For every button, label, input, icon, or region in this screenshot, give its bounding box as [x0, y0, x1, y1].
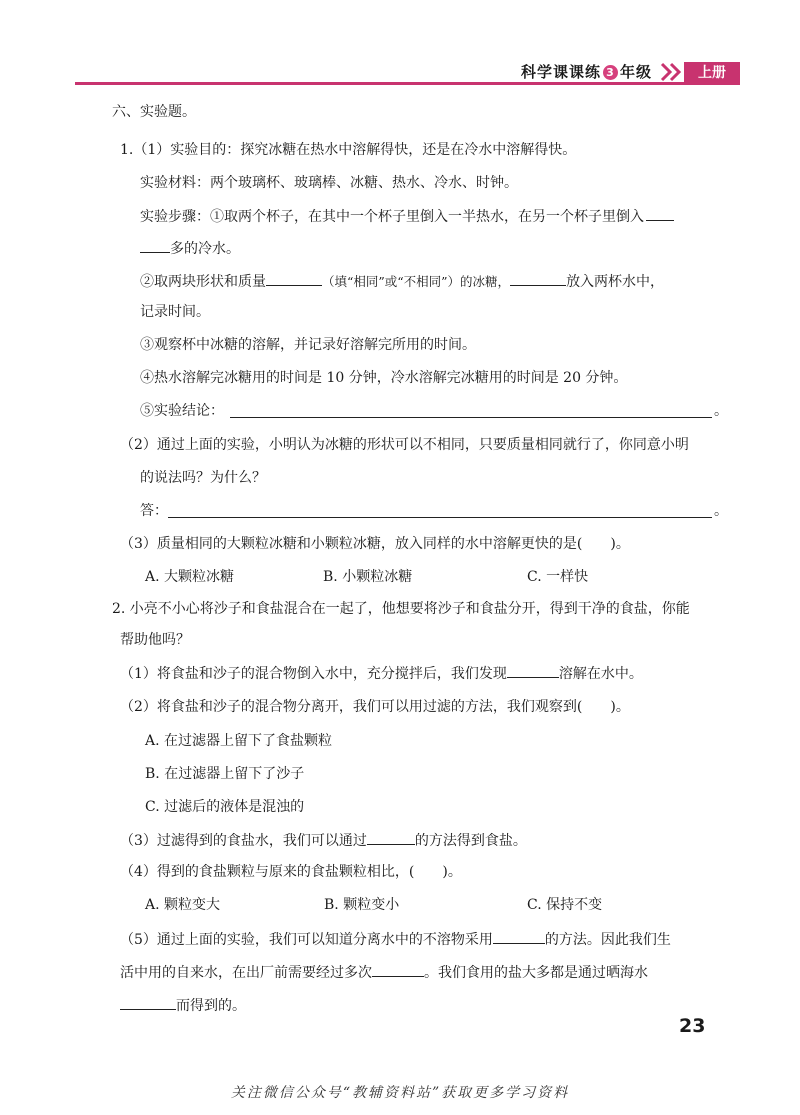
q1-part3: （3）质量相同的大颗粒冰糖和小颗粒冰糖，放入同样的水中溶解更快的是( )。 [120, 536, 630, 552]
volume-tab: 上册 [684, 62, 740, 85]
q2-option-a: A. 颗粒变大 [145, 897, 221, 913]
q1-step2-text: 放入两杯水中， [566, 274, 665, 290]
q2-part4: （4）得到的食盐颗粒与原来的食盐颗粒相比，( )。 [120, 864, 462, 880]
answer-blank[interactable] [507, 663, 559, 678]
q2-part3 [120, 830, 527, 851]
answer-blank[interactable] [493, 929, 545, 944]
q1-step3: ③观察杯中冰糖的溶解，并记录好溶解完所用的时间。 [140, 337, 476, 353]
q1-steps-line2 [140, 238, 240, 259]
section-title: 六、实验题。 [112, 104, 196, 120]
q2-option-c: C. 保持不变 [527, 897, 603, 913]
q2-intro-line2: 帮助他吗？ [120, 632, 190, 648]
header-title [515, 62, 658, 82]
answer-blank[interactable] [510, 271, 566, 286]
answer-blank[interactable] [140, 238, 170, 253]
q1-step5-label: ⑤实验结论： [140, 403, 224, 419]
q2-option-b: B. 颗粒变小 [324, 897, 400, 913]
q2-part1-text: 溶解在水中。 [558, 666, 643, 682]
q1-step5-end: 。 [714, 403, 728, 419]
grade-badge: 3 [603, 65, 618, 80]
q1-part2-line2: 的说法吗？为什么？ [140, 470, 266, 486]
answer-blank[interactable] [372, 962, 424, 977]
q1-step4: ④热水溶解完冰糖用的时间是 10 分钟，冷水溶解完冰糖用的时间是 20 分钟。 [140, 370, 628, 386]
q2-part5-text: 活中用的自来水，在出厂前需要经过多次 [120, 965, 372, 981]
page-number: 23 [679, 1015, 706, 1037]
q2-option-a: A. 在过滤器上留下了食盐颗粒 [145, 733, 333, 749]
q1-answer-end: 。 [714, 503, 728, 519]
answer-blank[interactable] [168, 516, 712, 518]
q1-part2-line1: （2）通过上面的实验，小明认为冰糖的形状可以不相同，只要质量相同就行了，你同意小明 [120, 437, 689, 453]
answer-blank[interactable] [646, 206, 674, 221]
header-rule [75, 82, 740, 85]
conclusion-blank[interactable] [230, 416, 712, 418]
q2-part3-text: （3）过滤得到的食盐水，我们可以通过 [120, 833, 367, 849]
q1-option-b: B. 小颗粒冰糖 [323, 569, 413, 585]
q1-answer-label: 答： [140, 503, 168, 519]
q2-part5-line1 [120, 929, 671, 950]
answer-blank[interactable] [266, 271, 322, 286]
footer-watermark: 关注微信公众号“教辅资料站”获取更多学习资料 [230, 1085, 570, 1101]
q2-part1-text: （1）将食盐和沙子的混合物倒入水中，充分搅拌后，我们发现 [120, 666, 507, 682]
q1-materials: 实验材料：两个玻璃杯、玻璃棒、冰糖、热水、冷水、时钟。 [140, 175, 518, 191]
q2-part1 [120, 663, 643, 684]
q2-option-c: C. 过滤后的液体是混浊的 [145, 799, 305, 815]
q2-part2: （2）将食盐和沙子的混合物分离开，我们可以用过滤的方法，我们观察到( )。 [120, 699, 630, 715]
answer-blank[interactable] [120, 995, 176, 1010]
header-title-prefix: 科学课课练 [520, 63, 601, 81]
page-header [75, 62, 740, 90]
header-title-suffix: 年级 [619, 63, 652, 81]
q1-option-c: C. 一样快 [527, 569, 589, 585]
q2-intro-line1: 2. 小亮不小心将沙子和食盐混合在一起了，他想要将沙子和食盐分开，得到干净的食盐，你能 [112, 601, 690, 617]
q1-step2-line1 [140, 271, 664, 292]
q2-part5-text: 。我们食用的盐大多都是通过晒海水 [424, 965, 648, 981]
q1-option-a: A. 大颗粒冰糖 [145, 569, 235, 585]
q2-part5-line2 [120, 962, 648, 983]
q1-purpose: 1.（1）实验目的：探究冰糖在热水中溶解得快，还是在冷水中溶解得快。 [120, 142, 577, 158]
q2-part5-text: 的方法。因此我们生 [544, 932, 671, 948]
q1-steps-line1 [140, 206, 674, 227]
q1-step2-hint: （填“相同”或“不相同”）的冰糖， [322, 274, 511, 289]
q2-part5-line3 [120, 995, 246, 1016]
q2-part5-text: 而得到的。 [176, 998, 246, 1014]
q1-steps-text: 实验步骤：①取两个杯子，在其中一个杯子里倒入一半热水，在另一个杯子里倒入 [140, 209, 644, 225]
double-chevron-icon [660, 62, 684, 82]
q2-part5-text: （5）通过上面的实验，我们可以知道分离水中的不溶物采用 [120, 932, 493, 948]
q1-step2-text: ②取两块形状和质量 [140, 274, 266, 290]
q2-option-b: B. 在过滤器上留下了沙子 [145, 766, 305, 782]
q1-steps-text: 多的冷水。 [170, 241, 240, 257]
q1-step2-line2: 记录时间。 [140, 304, 210, 320]
q2-part3-text: 的方法得到食盐。 [414, 833, 527, 849]
answer-blank[interactable] [367, 830, 415, 845]
